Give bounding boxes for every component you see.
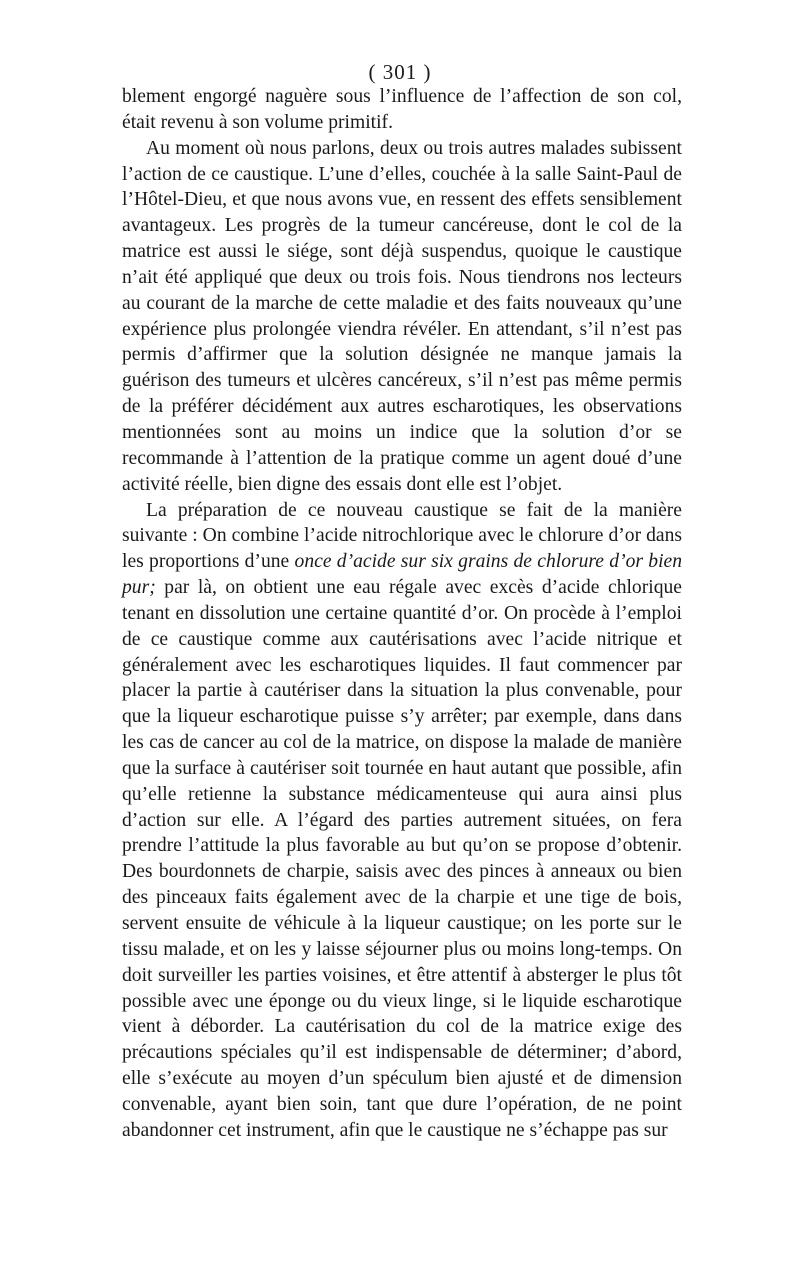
preparation-text-before: La préparation de ce nouveau caustique se fait de la manière suivante : On combine l’acide nitrochlorique avec le chlorure d’or dans les proportions d’une — [122, 499, 682, 573]
body-text — [122, 84, 682, 1144]
paragraph-caustic-preparation — [122, 498, 682, 1144]
paragraph-continuation: blement engorgé naguère sous l’influence de l’affection de son col, était revenu à son volume primitif. — [122, 86, 682, 133]
paragraph-caustic-effects: Au moment où nous parlons, deux ou trois autres malades subissent l’action de ce caustique. L’une d’elles, couchée à la salle Saint-Paul de l’Hôtel-Dieu, et que nous avons vue, en ressent des effets sensiblement avantageux. Les progrès de la tumeur cancéreuse, dont le col de la matrice est aussi le siége, sont déjà suspendus, quoique le caustique n’ait été appliqué que deux ou trois fois. Nous tiendrons nos lecteurs au courant de la marche de cette maladie et des faits nouveaux qu’une expérience plus prolongée viendra révéler. En attendant, s’il n’est pas permis d’affirmer que la solution désignée ne manque jamais la guérison des tumeurs et ulcères cancéreux, s’il n’est pas même permis de la préférer décidément aux autres escharotiques, les observations mentionnées sont au moins un indice que la solution d’or se recommande à l’attention de la pratique comme un agent doué d’une activité réelle, bien digne des essais dont elle est l’objet. — [122, 137, 682, 495]
preparation-proportions-italic: once d’acide sur six grains de chlorure d’or bien pur; — [122, 551, 683, 599]
preparation-text-after: par là, on obtient une eau régale avec excès d’acide chlorique tenant en dissolution une certaine quantité d’or. On procède à l’emploi de ce caustique comme aux cautérisations avec l’acide nitrique et généralement avec les escharotiques liquides. Il faut commencer par placer la partie à cautériser dans la situation la plus convenable, pour que la liqueur escharotique puisse s’y arrêter; par exemple, dans dans les cas de cancer au col de la matrice, on dispose la malade de manière que la surface à cautériser soit tournée en haut autant que possible, afin qu’elle retienne la substance médicamenteuse qui aura ainsi plus d’action sur elle. A l’égard des parties autrement situées, on fera prendre l’attitude la plus favorable au but qu’on se propose d’obtenir. Des bourdonnets de charpie, saisis avec des pinces à anneaux ou bien des pinceaux faits également avec de la charpie et une tige de bois, servent ensuite de véhicule à la liqueur caustique; on les porte sur le tissu malade, et on les y laisse séjourner plus ou moins long-temps. On doit surveiller les parties voisines, et être attentif à absterger le plus tôt possible avec une éponge ou du vieux linge, si le liquide escharotique vient à déborder. La cautérisation du col de la matrice exige des précautions spéciales qu’il est indispensable de déterminer; d’abord, elle s’exécute au moyen d’un spéculum bien ajusté et de dimension convenable, ayant bien soin, tant que dure l’opération, de ne point abandonner cet instrument, afin que le caustique ne s’échappe pas sur — [122, 577, 682, 1141]
page-number: ( 301 ) — [368, 60, 432, 84]
